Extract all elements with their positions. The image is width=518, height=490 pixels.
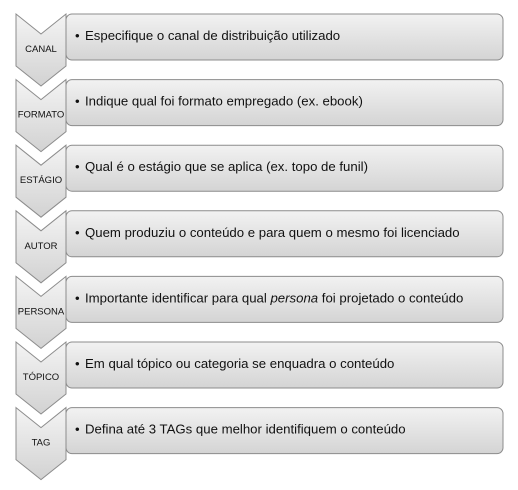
step-label: TÓPICO (22, 372, 60, 383)
step-1 (16, 14, 503, 86)
step-6 (16, 342, 503, 414)
bullet-icon: • (75, 93, 80, 109)
step-description: Quem produziu o conteúdo e para quem o mesmo foi licenciado (85, 224, 460, 240)
step-description: Indique qual foi formato empregado (ex. ebook) (85, 93, 363, 109)
step-description: Defina até 3 TAGs que melhor identifiquem o conteúdo (85, 421, 406, 437)
step-5 (16, 276, 503, 348)
step-label: TAG (31, 437, 51, 449)
step-description: Importante identificar para qual persona foi projetado o conteúdo (85, 290, 464, 306)
bullet-icon: • (75, 28, 80, 43)
step-description: Especifique o canal de distribuição utilizado (85, 28, 341, 43)
step-description: Qual é o estágio que se aplica (ex. topo de funil) (85, 159, 368, 175)
bullet-icon: • (75, 290, 80, 306)
bullet-icon: • (75, 356, 80, 371)
step-label: FORMATO (17, 109, 65, 121)
step-label: PERSONA (17, 306, 65, 318)
bullet-icon: • (75, 159, 80, 175)
step-label: CANAL (25, 44, 57, 55)
step-label: AUTOR (24, 240, 58, 252)
step-description: Em qual tópico ou categoria se enquadra o conteúdo (85, 356, 395, 371)
bullet-icon: • (75, 421, 80, 437)
bullet-icon: • (75, 224, 80, 240)
step-label: ESTÁGIO (19, 175, 63, 187)
step-2 (16, 80, 503, 152)
step-4 (16, 211, 503, 283)
step-7 (16, 408, 503, 480)
step-3 (16, 145, 503, 217)
